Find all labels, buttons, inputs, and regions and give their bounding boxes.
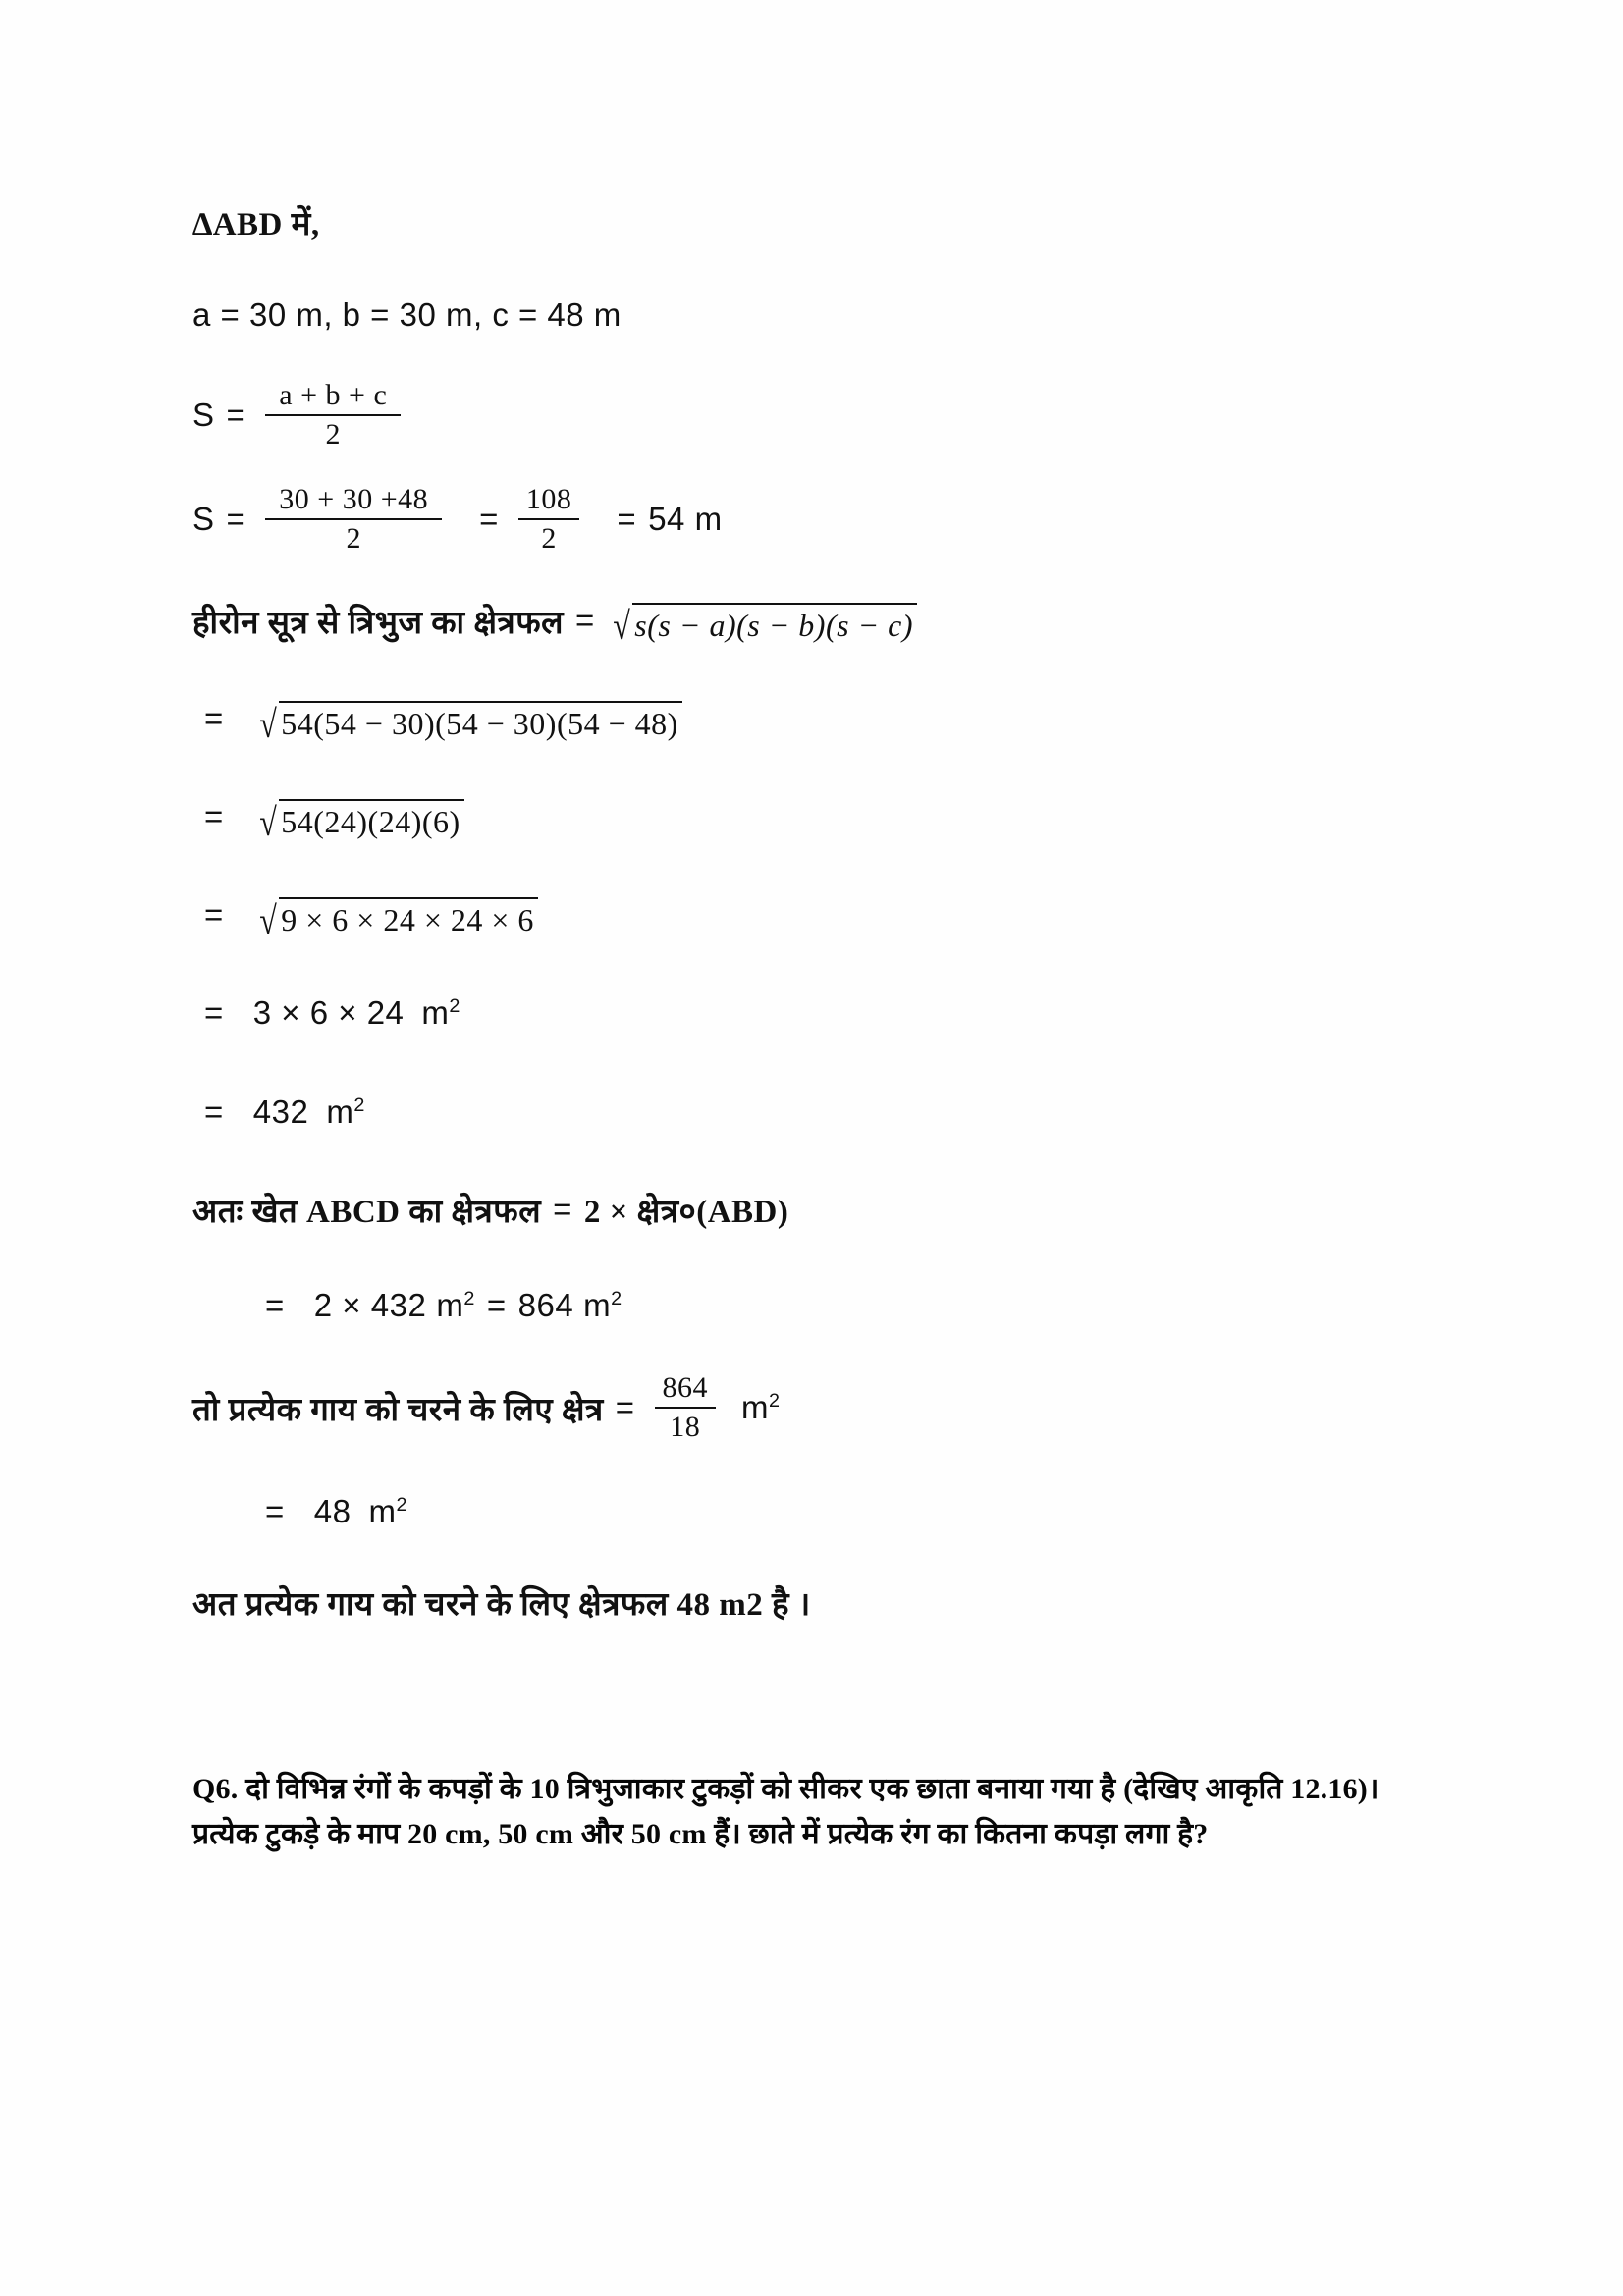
equals-sign: = [575,602,595,638]
radicand: 54(24)(24)(6) [279,799,463,840]
semiperimeter-reduced-fraction [518,483,580,555]
fraction-numerator: 864 [655,1371,717,1409]
substituted-radical [257,696,682,746]
question-block [192,1767,1439,1857]
heron-formula-line [192,571,1469,669]
unit-m-squared: $m^2$ [326,1094,365,1130]
radical-sign-icon: √ [259,701,277,746]
equals-sign: = [553,1191,572,1227]
equals-sign: = [204,700,224,736]
abcd-calc-right: 864 [517,1287,574,1323]
unit-m-squared: $m^2$ [436,1287,475,1323]
unit-m-squared: $m^2$ [741,1389,781,1425]
triangle-header-text: ∆ABD में, [192,206,320,242]
conclusion-text: अत प्रत्येक गाय को चरने के लिए क्षेत्रफल 48 m2 है । [192,1586,811,1623]
fraction-denominator: 2 [325,418,342,451]
unit-m-squared: $m^2$ [368,1493,408,1529]
question-line-1: दो विभिन्न रंगों के कपड़ों के 10 त्रिभुजाकार टुकड़ों को सीकर एक छाता बनाया गया [245,1773,1093,1805]
area-product: 3 × 6 × 24 [252,994,405,1031]
heron-simplified-line [192,768,1469,866]
equals-sign: = [204,1094,224,1130]
semiperimeter-fraction [265,379,401,451]
heron-radical [611,598,917,648]
radical-sign-icon: √ [259,897,277,942]
equals-sign: = [615,1389,635,1425]
equals-sign: = [479,501,499,537]
equals-sign: = [617,501,637,537]
abcd-calculation-line [192,1256,1469,1355]
semiperimeter-value-line [192,467,1469,571]
equals-sign: = [226,501,246,537]
abcd-rhs: 2 × क्षेत्र०(ABD) [583,1194,789,1230]
sides-text: a = 30 m, b = 30 m, c = 48 m [192,296,622,333]
per-cow-fraction [655,1371,717,1443]
heron-label: हीरोन सूत्र से त्रिभुज का क्षेत्रफल [192,605,565,641]
radical-sign-icon: √ [613,603,631,648]
equals-sign: = [204,896,224,933]
simplified-radical [257,794,464,844]
question-number: Q6. [192,1773,239,1805]
cow-label: तो प्रत्येक गाय को चरने के लिए क्षेत्र [192,1392,604,1428]
per-cow-result: 48 [313,1493,352,1529]
area-product-line [192,964,1469,1062]
conclusion-line [192,1563,1469,1641]
fraction-denominator: 18 [670,1411,701,1443]
equals-sign: = [265,1493,285,1529]
radicand: 54(54 − 30)(54 − 30)(54 − 48) [279,701,682,742]
fraction-denominator: 2 [346,522,361,555]
equals-sign: = [204,994,224,1031]
equals-sign: = [486,1287,507,1323]
equals-sign: = [226,397,246,433]
semiperimeter-result: 54 m [648,501,723,537]
s-label: S [192,397,215,433]
radical-sign-icon: √ [259,799,277,844]
radicand: 9 × 6 × 24 × 24 × 6 [279,897,538,938]
heron-factored-line [192,866,1469,964]
abcd-area-line [192,1162,1469,1256]
area-result: 432 [252,1094,309,1130]
radicand: s(s − a)(s − b)(s − c) [632,603,917,644]
per-cow-result-line [192,1461,1469,1563]
semiperimeter-substituted-fraction [265,483,442,555]
s-label-2: S [192,501,215,537]
equals-sign: = [265,1287,285,1323]
solution-body [192,177,1469,1641]
fraction-denominator: 2 [541,522,557,555]
abcd-label: अतः खेत ABCD का क्षेत्रफल [192,1194,542,1230]
fraction-numerator: a + b + c [265,379,401,416]
fraction-numerator: 30 + 30 +48 [265,483,442,520]
unit-m-squared: $m^2$ [421,994,460,1031]
triangle-header-line [192,177,1469,267]
area-result-line [192,1062,1469,1162]
question-line-2: है (देखिए आकृति 12.16)। प्रत्येक टुकड़े के माप 20 cm, 50 cm और 50 cm हैं। छाते में प्रत्येक रंग [192,1773,1380,1850]
sides-line [192,267,1469,363]
per-cow-area-line [192,1355,1469,1461]
factored-radical [257,892,538,942]
unit-m-squared: $m^2$ [583,1287,622,1323]
equals-sign: = [204,798,224,834]
semiperimeter-formula-line [192,363,1469,467]
fraction-numerator: 108 [518,483,580,520]
heron-substituted-line [192,669,1469,768]
abcd-calc-left: 2 × 432 [313,1287,427,1323]
question-line-3: का कितना कपड़ा लगा है? [937,1817,1209,1850]
